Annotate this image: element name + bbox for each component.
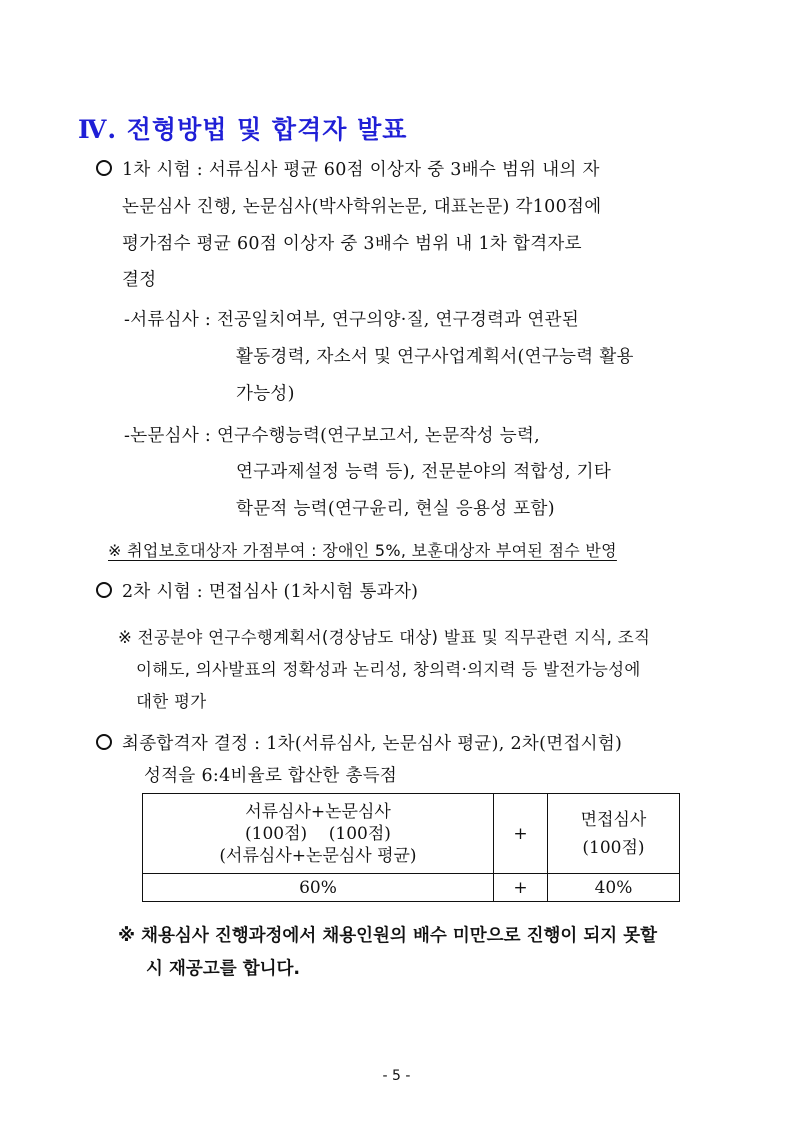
circle-bullet-icon — [96, 582, 112, 598]
document-paper-header-cell — [143, 794, 494, 874]
final-decision-text-1: 최종합격자 결정 : 1차(서류심사, 논문심사 평균), 2차(면접시험) — [122, 734, 623, 754]
reannouncement-notice-line-2: 시 재공고를 합니다. — [146, 959, 301, 979]
final-decision-line-2: 성적을 6:4비율로 합산한 총득점 — [144, 766, 398, 786]
second-exam-text: 2차 시험 : 면접심사 (1차시험 통과자) — [122, 582, 419, 602]
second-exam-note-line-3: 대한 평가 — [136, 692, 207, 711]
plus-value-cell: + — [494, 874, 548, 902]
first-exam-line-4: 결정 — [122, 270, 157, 290]
document-review-line-2: 활동경력, 자소서 및 연구사업계획서(연구능력 활용 — [236, 347, 634, 367]
document-paper-weight-cell: 60% — [143, 874, 494, 902]
document-review-line-1: -서류심사 : 전공일치여부, 연구의양·질, 연구경력과 연관된 — [124, 310, 580, 330]
document-paper-header-line-1: 서류심사+논문심사 — [245, 801, 391, 822]
final-decision-line-1 — [96, 730, 622, 755]
first-exam-line-2: 논문심사 진행, 논문심사(박사학위논문, 대표논문) 각100점에 — [122, 197, 602, 217]
second-exam-note-line-1: ※ 전공분야 연구수행계획서(경상남도 대상) 발표 및 직무관련 지식, 조직 — [118, 628, 651, 647]
first-exam-line-1 — [96, 156, 600, 181]
page-number: - 5 - — [382, 1068, 411, 1084]
document-paper-header-line-3: (서류심사+논문심사 평균) — [219, 845, 417, 866]
paper-review-line-2: 연구과제설정 능력 등), 전문분야의 적합성, 기타 — [236, 462, 612, 482]
second-exam-line — [96, 578, 418, 603]
first-exam-text-1: 1차 시험 : 서류심사 평균 60점 이상자 중 3배수 범위 내의 자 — [122, 160, 600, 180]
paper-review-line-1: -논문심사 : 연구수행능력(연구보고서, 논문작성 능력, — [124, 426, 541, 446]
interview-header-line-2: (100점) — [582, 837, 645, 858]
score-table-header-row — [143, 794, 680, 874]
section-title: Ⅳ. 전형방법 및 합격자 발표 — [78, 115, 408, 144]
document-paper-header-line-2: (100점) (100점) — [245, 823, 391, 844]
second-exam-note-line-2: 이해도, 의사발표의 정확성과 논리성, 창의력·의지력 등 발전가능성에 — [136, 660, 641, 679]
score-table-value-row — [143, 874, 680, 902]
interview-header-cell — [548, 794, 680, 874]
employment-protection-note: ※ 취업보호대상자 가점부여 : 장애인 5%, 보훈대상자 부여된 점수 반영 — [108, 541, 617, 560]
interview-weight-cell: 40% — [548, 874, 680, 902]
circle-bullet-icon — [96, 160, 112, 176]
plus-header-cell: + — [494, 794, 548, 874]
first-exam-line-3: 평가점수 평균 60점 이상자 중 3배수 범위 내 1차 합격자로 — [122, 234, 582, 254]
score-table — [142, 793, 680, 902]
interview-header-line-1: 면접심사 — [580, 809, 647, 830]
reannouncement-notice-line-1: ※ 채용심사 진행과정에서 채용인원의 배수 미만으로 진행이 되지 못할 — [118, 926, 658, 946]
document-review-line-3: 가능성) — [236, 384, 295, 404]
circle-bullet-icon — [96, 734, 112, 750]
paper-review-line-3: 학문적 능력(연구윤리, 현실 응용성 포함) — [236, 499, 555, 519]
